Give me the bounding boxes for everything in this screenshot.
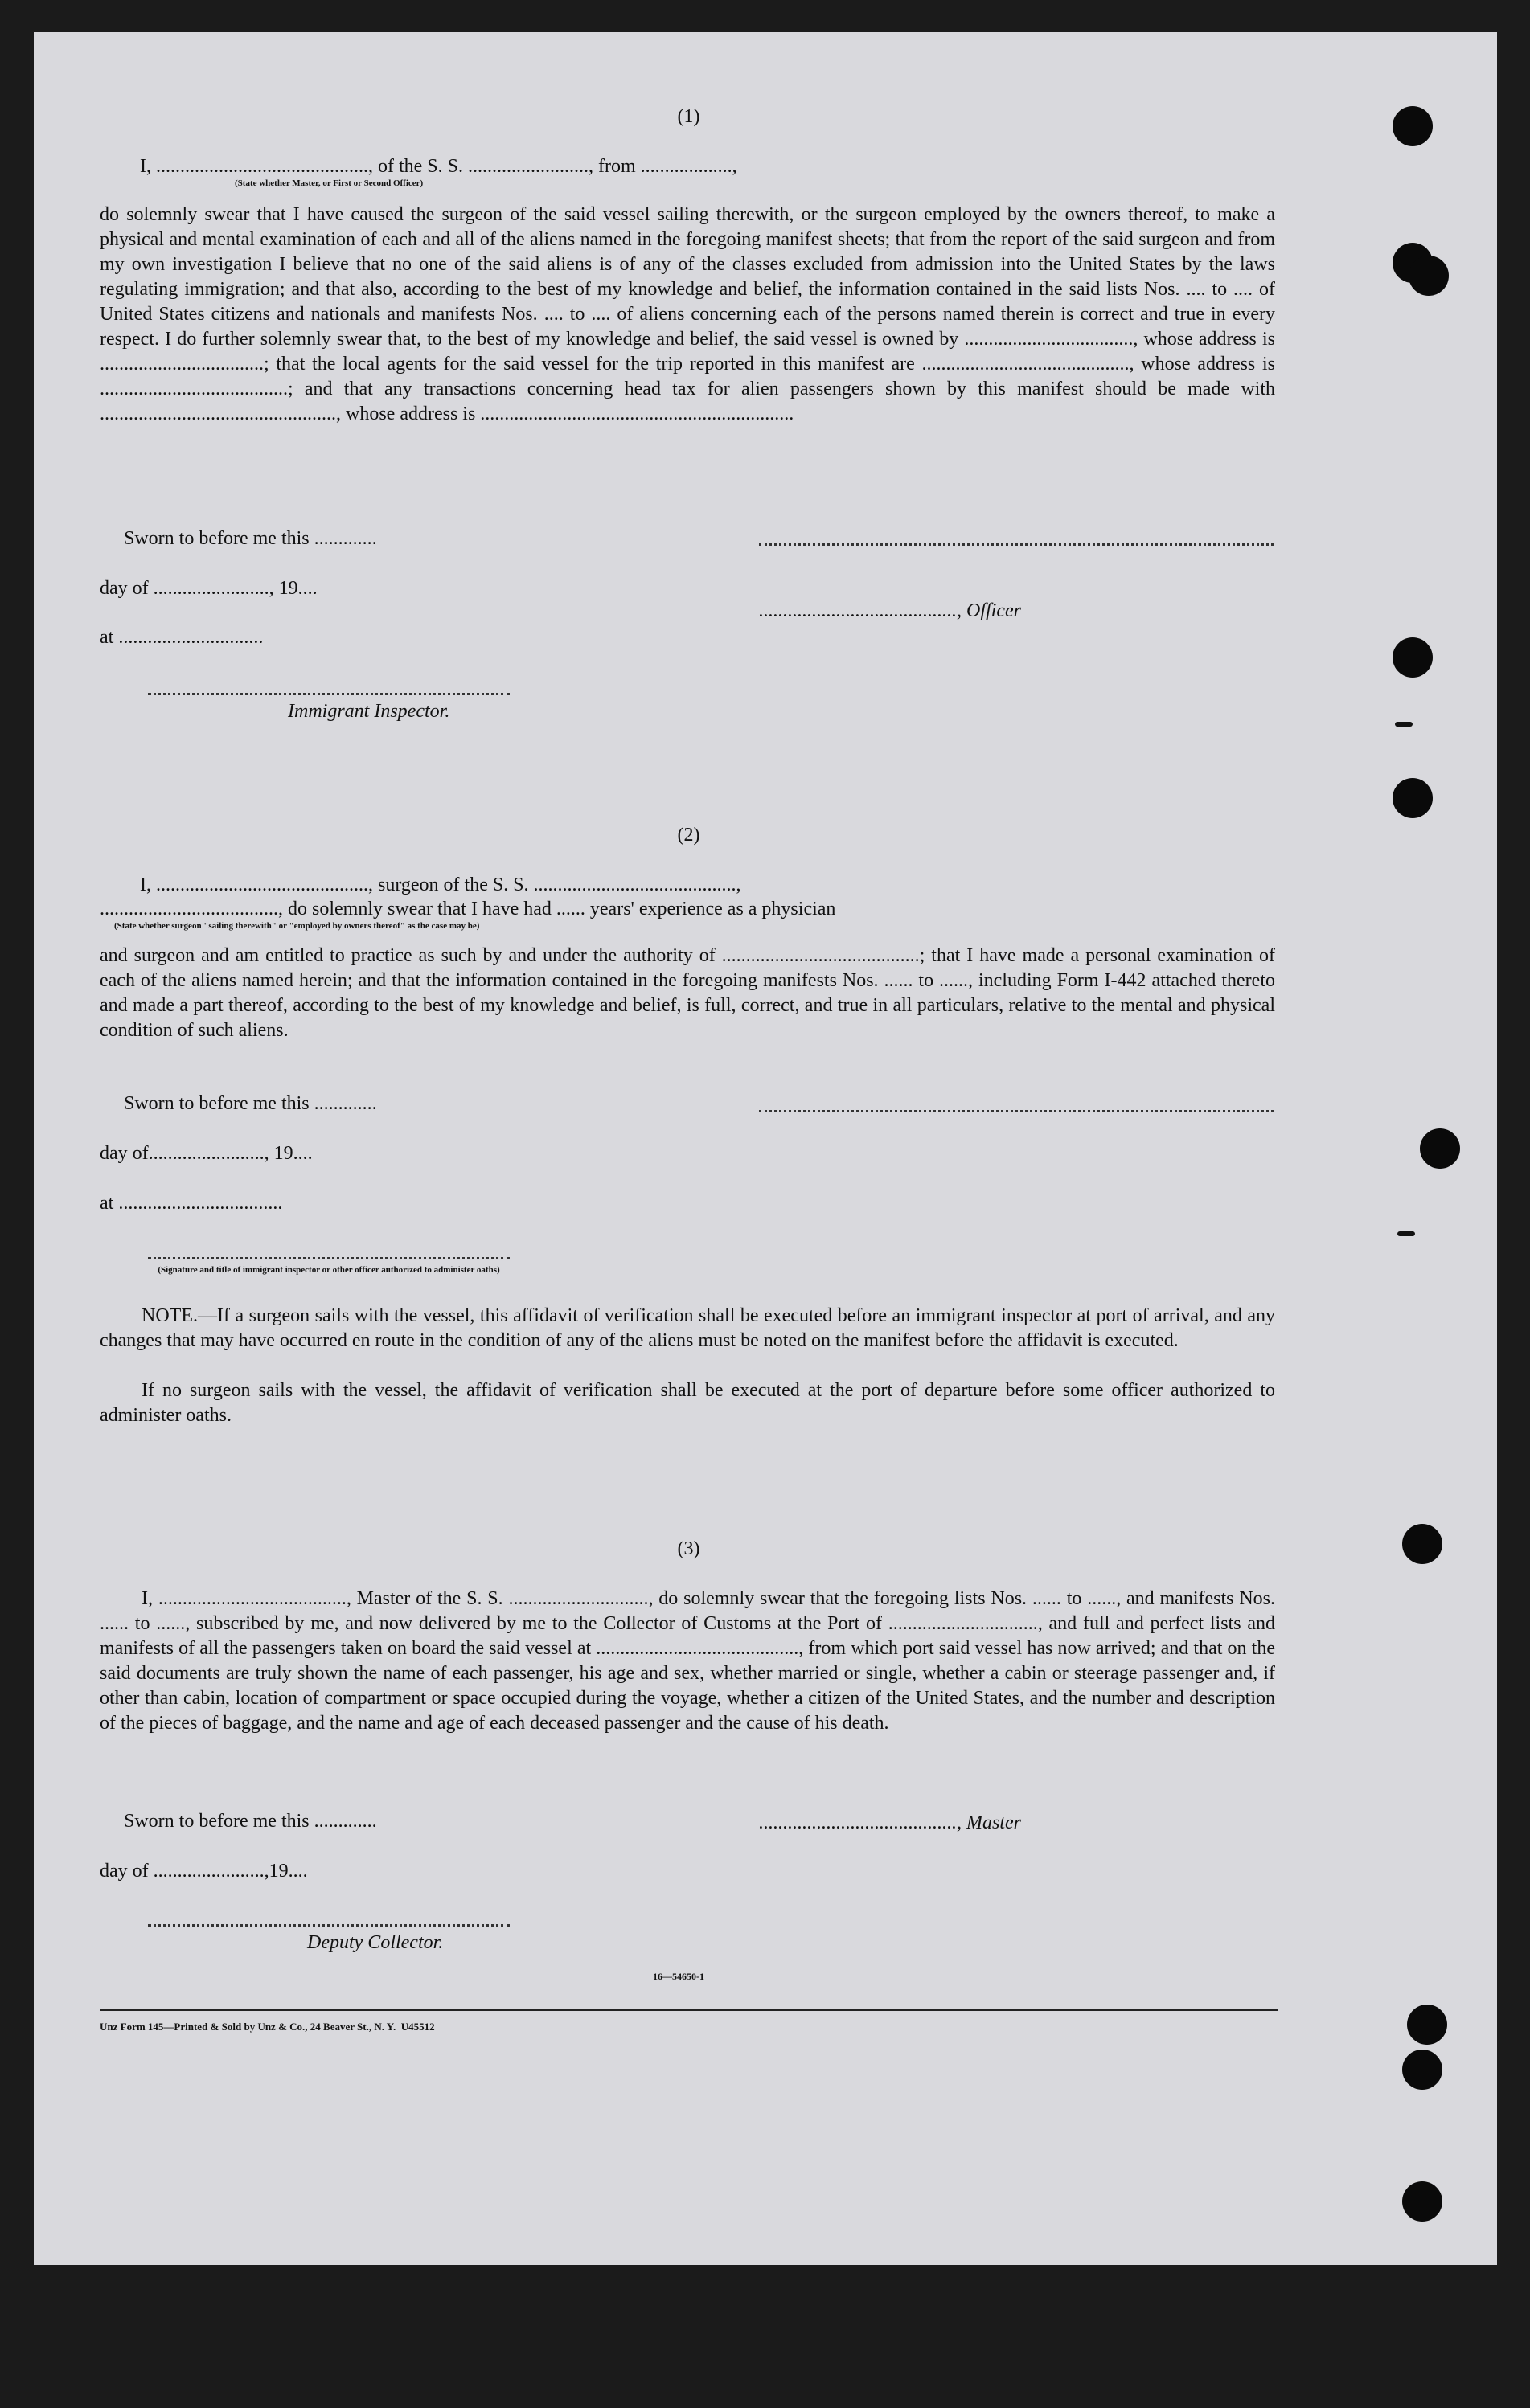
section-1-first-line: I, ............................................, of the S. S. ........................., from ..................., (140, 156, 737, 177)
punch-hole (1393, 106, 1433, 146)
section-2-at: at .................................. (100, 1193, 283, 1214)
section-2-note: NOTE.—If a surgeon sails with the vessel, this affidavit of verification shall be executed before an immigrant inspector at port of arrival, and any changes that may have occurred en route in the condition of any of the aliens must be noted on the manifest before the affidavit is executed. (100, 1305, 1275, 1351)
collector-signature-line (148, 1924, 510, 1927)
section-2-signature-note: (Signature and title of immigrant inspector or other officer authorized to administer oaths) (158, 1265, 500, 1275)
footer-rule (100, 2009, 1278, 2011)
section-3-number: (3) (677, 1538, 700, 1559)
punch-hole (1409, 256, 1449, 296)
section-2-line-note: (State whether surgeon "sailing therewith" or "employed by owners thereof" as the case may be) (114, 921, 480, 931)
section-3-body: I, ......................................., Master of the S. S. ............................., do solemnly swear that the foregoing lists Nos. ...... to ......, and manifests Nos. ...... to ......, subscribed by me, and now delivered by me to the Collector of Customs at the Port of ..............................., and full and perfect lists and manifests of all the passengers taken on board the said vessel at .........................................., from which port said vessel has now arrived; and that on the said documents are truly shown the name of each passenger, his age and sex, whether married or single, whether a cabin or steerage passenger and, if other than cabin, location of compartment or space occupied during the voyage, whether a citizen of the United States, and the number and description of the pieces of baggage, and the name and age of each deceased passenger and the cause of his death. (100, 1588, 1275, 1734)
punch-hole (1402, 1524, 1442, 1564)
footer-printer-line: Unz Form 145—Printed & Sold by Unz & Co., 24 Beaver St., N. Y. U45512 (100, 2021, 435, 2033)
punch-hole (1402, 2050, 1442, 2090)
section-2-second-line: ....................................., do solemnly swear that I have had ...... years' experience as a physician (100, 899, 836, 919)
section-2-day: day of........................, 19.... (100, 1143, 313, 1164)
inspector-signature-line (148, 693, 510, 695)
punch-hole (1420, 1128, 1460, 1169)
section-2-note-continued: If no surgeon sails with the vessel, the affidavit of verification shall be executed at the port of departure before some officer authorized to administer oaths. (100, 1380, 1275, 1426)
punch-hole (1407, 2005, 1447, 2045)
signature-line (759, 1110, 1274, 1112)
punch-hole (1393, 778, 1433, 818)
section-3-sworn: Sworn to before me this ............. (124, 1811, 377, 1832)
signature-line (759, 543, 1274, 546)
form-number: 16—54650-1 (653, 1971, 704, 1982)
punch-hole (1393, 637, 1433, 678)
punch-hole (1402, 2181, 1442, 2222)
section-2-first-line: I, ............................................, surgeon of the S. S. .........................................., (140, 874, 741, 895)
section-1-at: at .............................. (100, 627, 264, 648)
section-2-number: (2) (677, 825, 700, 846)
punch-mark (1397, 1231, 1415, 1236)
section-1-officer: ........................................., Officer (759, 600, 1021, 621)
section-1-line-note: (State whether Master, or First or Second Officer) (235, 178, 424, 188)
punch-mark (1395, 722, 1413, 727)
section-1-inspector: Immigrant Inspector. (288, 701, 450, 722)
section-1-body: do solemnly swear that I have caused the surgeon of the said vessel sailing therewith, or the surgeon employed by the owners thereof, to make a physical and mental examination of each and all of the aliens named in the foregoing manifest sheets; that from the report of the said surgeon and from my own investigation I believe that no one of the said aliens is of any of the classes excluded from admission into the United States by the laws regulating immigration; and that also, according to the best of my knowledge and belief, the information contained in the said lists Nos. .... to .... of United States citizens and nationals and manifests Nos. .... to .... of aliens concerning each of the persons named therein is correct and true in every respect. I do further solemnly swear that, to the best of my knowledge and belief, the said vessel is owned by ..................................., whose address is ..................................; that the local agents for the said vessel for the trip reported in this manifest are ..........................................., whose address is .......................................; and that any transactions concerning head tax for alien passengers shown by this manifest should be made with ................................................., whose address is ................................................................. (100, 204, 1275, 424)
section-3-collector: Deputy Collector. (307, 1932, 444, 1953)
section-3-day: day of .......................,19.... (100, 1861, 308, 1882)
section-1-day: day of ........................, 19.... (100, 578, 318, 599)
section-1-sworn: Sworn to before me this ............. (124, 528, 377, 549)
section-3-master: ........................................., Master (759, 1812, 1021, 1833)
section-1-number: (1) (677, 106, 700, 127)
inspector-signature-line (148, 1257, 510, 1259)
section-2-sworn: Sworn to before me this ............. (124, 1093, 377, 1114)
affidavit-form (100, 0, 1278, 2408)
section-2-body: and surgeon and am entitled to practice as such by and under the authority of .........................................; that I have made a personal examination of each of the aliens named herein; and that the information contained in the foregoing manifests Nos. ...... to ......, including Form I-442 attached thereto and made a part thereof, according to the best of my knowledge and belief, is full, correct, and true in all particulars, relative to the mental and physical condition of such aliens. (100, 945, 1275, 1041)
